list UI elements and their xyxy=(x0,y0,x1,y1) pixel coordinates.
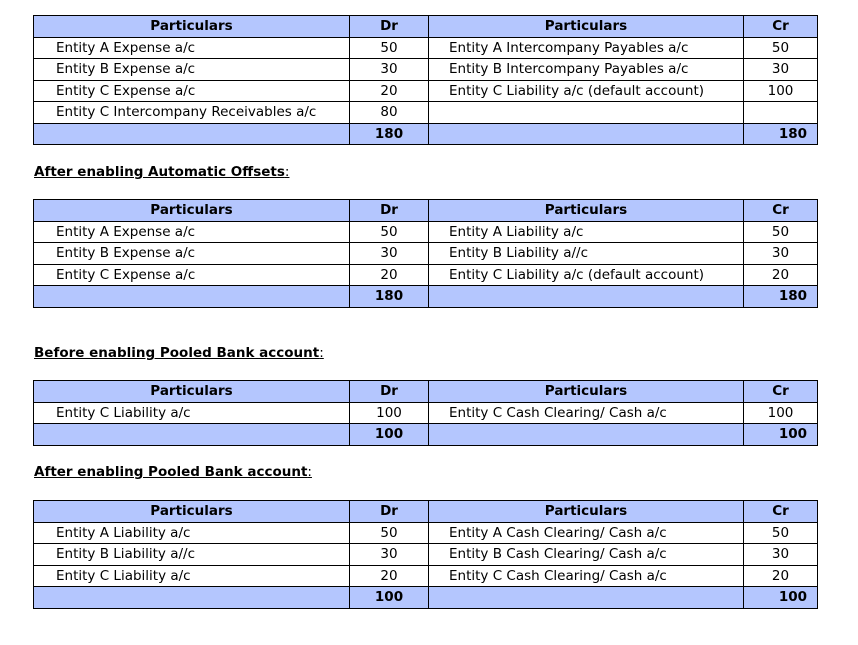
total-row xyxy=(34,587,818,609)
total-dr: 180 xyxy=(350,286,429,308)
total-row xyxy=(34,286,818,308)
dr-header: Dr xyxy=(350,501,429,523)
heading-colon: : xyxy=(319,345,324,361)
table-row xyxy=(34,402,818,424)
table-row xyxy=(34,243,818,265)
journal-table-3 xyxy=(33,380,818,446)
particulars-header: Particulars xyxy=(34,16,350,38)
total-dr: 100 xyxy=(350,587,429,609)
dr-particulars: Entity C Expense a/c xyxy=(34,264,350,286)
table-header xyxy=(34,200,818,222)
cr-amount: 100 xyxy=(744,80,818,102)
dr-amount: 20 xyxy=(350,565,429,587)
particulars-header: Particulars xyxy=(429,16,744,38)
cr-amount: 20 xyxy=(744,264,818,286)
dr-particulars: Entity C Liability a/c xyxy=(34,565,350,587)
cr-particulars: Entity A Intercompany Payables a/c xyxy=(429,37,744,59)
dr-amount: 50 xyxy=(350,522,429,544)
dr-particulars: Entity A Liability a/c xyxy=(34,522,350,544)
dr-amount: 30 xyxy=(350,59,429,81)
dr-particulars: Entity B Expense a/c xyxy=(34,243,350,265)
dr-header: Dr xyxy=(350,16,429,38)
table-row xyxy=(34,264,818,286)
total-spacer xyxy=(429,123,744,145)
heading-text: After enabling Pooled Bank account xyxy=(34,464,308,480)
cr-header: Cr xyxy=(744,381,818,403)
table-row xyxy=(34,522,818,544)
cr-particulars: Entity C Liability a/c (default account) xyxy=(429,264,744,286)
table-header xyxy=(34,501,818,523)
dr-header: Dr xyxy=(350,381,429,403)
dr-header: Dr xyxy=(350,200,429,222)
cr-header: Cr xyxy=(744,501,818,523)
total-cr: 100 xyxy=(744,587,818,609)
cr-particulars: Entity C Cash Clearing/ Cash a/c xyxy=(429,565,744,587)
cr-particulars: Entity A Liability a/c xyxy=(429,221,744,243)
table-row xyxy=(34,102,818,124)
cr-amount: 50 xyxy=(744,37,818,59)
total-row xyxy=(34,123,818,145)
cr-amount: 100 xyxy=(744,402,818,424)
dr-amount: 30 xyxy=(350,243,429,265)
cr-particulars xyxy=(429,102,744,124)
total-spacer xyxy=(429,424,744,446)
heading-text: After enabling Automatic Offsets xyxy=(34,164,285,180)
cr-amount: 30 xyxy=(744,544,818,566)
section-heading xyxy=(34,464,312,480)
particulars-header: Particulars xyxy=(34,200,350,222)
cr-header: Cr xyxy=(744,16,818,38)
cr-header: Cr xyxy=(744,200,818,222)
dr-particulars: Entity A Expense a/c xyxy=(34,37,350,59)
cr-amount: 50 xyxy=(744,221,818,243)
particulars-header: Particulars xyxy=(34,501,350,523)
particulars-header: Particulars xyxy=(34,381,350,403)
table-row xyxy=(34,544,818,566)
cr-particulars: Entity C Liability a/c (default account) xyxy=(429,80,744,102)
cr-particulars: Entity B Liability a//c xyxy=(429,243,744,265)
journal-table-2 xyxy=(33,199,818,308)
particulars-header: Particulars xyxy=(429,501,744,523)
section-heading xyxy=(34,164,289,180)
table-header xyxy=(34,16,818,38)
dr-amount: 100 xyxy=(350,402,429,424)
cr-amount: 20 xyxy=(744,565,818,587)
total-dr: 180 xyxy=(350,123,429,145)
section-heading xyxy=(34,345,324,361)
cr-amount: 50 xyxy=(744,522,818,544)
cr-particulars: Entity B Intercompany Payables a/c xyxy=(429,59,744,81)
total-cr: 180 xyxy=(744,286,818,308)
cr-particulars: Entity A Cash Clearing/ Cash a/c xyxy=(429,522,744,544)
total-spacer xyxy=(34,286,350,308)
total-row xyxy=(34,424,818,446)
table-row xyxy=(34,37,818,59)
dr-particulars: Entity C Expense a/c xyxy=(34,80,350,102)
particulars-header: Particulars xyxy=(429,381,744,403)
journal-table-4 xyxy=(33,500,818,609)
table-header xyxy=(34,381,818,403)
heading-text: Before enabling Pooled Bank account xyxy=(34,345,320,361)
total-spacer xyxy=(429,587,744,609)
journal-table-1 xyxy=(33,15,818,145)
total-cr: 100 xyxy=(744,424,818,446)
cr-particulars: Entity B Cash Clearing/ Cash a/c xyxy=(429,544,744,566)
table-row xyxy=(34,565,818,587)
total-spacer xyxy=(34,587,350,609)
cr-particulars: Entity C Cash Clearing/ Cash a/c xyxy=(429,402,744,424)
dr-particulars: Entity B Liability a//c xyxy=(34,544,350,566)
total-spacer xyxy=(34,123,350,145)
heading-colon: : xyxy=(284,164,290,180)
dr-particulars: Entity A Expense a/c xyxy=(34,221,350,243)
dr-particulars: Entity C Liability a/c xyxy=(34,402,350,424)
dr-amount: 30 xyxy=(350,544,429,566)
cr-amount: 30 xyxy=(744,243,818,265)
table-row xyxy=(34,221,818,243)
total-spacer xyxy=(429,286,744,308)
cr-amount: 30 xyxy=(744,59,818,81)
dr-particulars: Entity B Expense a/c xyxy=(34,59,350,81)
table-row xyxy=(34,80,818,102)
dr-amount: 20 xyxy=(350,80,429,102)
total-cr: 180 xyxy=(744,123,818,145)
dr-amount: 20 xyxy=(350,264,429,286)
dr-particulars: Entity C Intercompany Receivables a/c xyxy=(34,102,350,124)
total-spacer xyxy=(34,424,350,446)
dr-amount: 80 xyxy=(350,102,429,124)
total-dr: 100 xyxy=(350,424,429,446)
dr-amount: 50 xyxy=(350,37,429,59)
dr-amount: 50 xyxy=(350,221,429,243)
heading-colon: : xyxy=(307,464,312,480)
particulars-header: Particulars xyxy=(429,200,744,222)
cr-amount xyxy=(744,102,818,124)
table-row xyxy=(34,59,818,81)
